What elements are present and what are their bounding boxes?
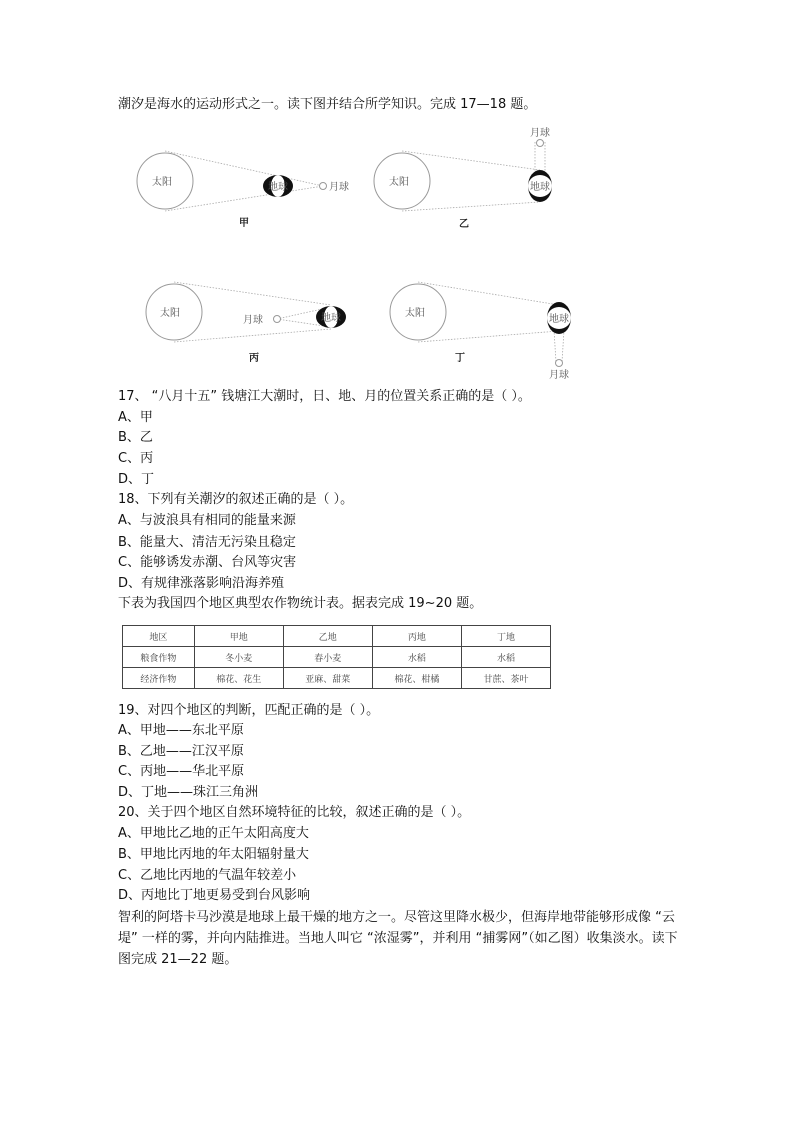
sun-earth-moon-diagram <box>0 0 794 400</box>
q17-option-c: C、丙 <box>118 451 154 466</box>
q18-option-c: C、能够诱发赤潮、台风等灾害 <box>118 555 297 570</box>
q17-stem: 17、 “八月十五” 钱塘江大潮时，日、地、月的位置关系正确的是（ ）。 <box>118 389 531 404</box>
q19-option-a: A、甲地——东北平原 <box>118 723 244 738</box>
q20-stem: 20、关于四个地区自然环境特征的比较，叙述正确的是（ ）。 <box>118 805 471 820</box>
q18-option-d: D、有规律涨落影响沿海养殖 <box>118 576 285 591</box>
q19-option-b: B、乙地——江汉平原 <box>118 744 244 759</box>
svg-text:月球: 月球 <box>530 128 550 139</box>
moon-circle <box>320 183 327 190</box>
svg-text:地球: 地球 <box>268 182 288 193</box>
q20-option-b: B、甲地比丙地的年太阳辐射量大 <box>118 847 309 862</box>
svg-text:丙: 丙 <box>249 353 259 364</box>
svg-text:甲: 甲 <box>239 218 249 229</box>
q18-option-b: B、能量大、清洁无污染且稳定 <box>118 535 296 550</box>
svg-text:太阳: 太阳 <box>389 177 409 188</box>
q19-option-d: D、丁地——珠江三角洲 <box>118 785 259 800</box>
intro-table: 下表为我国四个地区典型农作物统计表。据表完成 19~20 题。 <box>118 596 483 611</box>
svg-text:地球: 地球 <box>530 182 550 193</box>
q17-option-b: B、乙 <box>118 430 153 445</box>
svg-text:月球: 月球 <box>329 182 349 193</box>
table-row: 粮食作物 冬小麦 春小麦 水稻 水稻 <box>123 647 551 668</box>
intro-atacama: 智利的阿塔卡马沙漠是地球上最干燥的地方之一。尽管这里降水极少，但海岸地带能够形成像 “云堤” 一样的雾，并向内陆推进。当地人叫它 “浓湿雾”，并利用 “捕雾网”（如乙图）收集淡水。读下图完成 21—22 题。 <box>118 910 678 967</box>
q18-option-a: A、与波浪具有相同的能量来源 <box>118 513 296 528</box>
svg-text:乙: 乙 <box>459 219 469 230</box>
table-row: 地区 甲地 乙地 丙地 丁地 <box>123 626 551 647</box>
table-row: 经济作物 棉花、花生 亚麻、甜菜 棉花、柑橘 甘蔗、茶叶 <box>123 668 551 689</box>
q17-option-d: D、丁 <box>118 472 155 487</box>
svg-text:月球: 月球 <box>549 370 569 381</box>
q19-option-c: C、丙地——华北平原 <box>118 764 245 779</box>
svg-text:地球: 地球 <box>549 314 569 325</box>
q18-stem: 18、下列有关潮汐的叙述正确的是（ ）。 <box>118 492 354 507</box>
svg-text:月球: 月球 <box>243 315 263 326</box>
svg-text:地球: 地球 <box>321 313 341 324</box>
svg-text:太阳: 太阳 <box>405 308 425 319</box>
q19-stem: 19、对四个地区的判断，匹配正确的是（ ）。 <box>118 703 380 718</box>
svg-text:太阳: 太阳 <box>152 177 172 188</box>
svg-text:丁: 丁 <box>455 353 465 364</box>
q20-option-d: D、丙地比丁地更易受到台风影响 <box>118 888 311 903</box>
q17-option-a: A、甲 <box>118 410 153 425</box>
intro-tides: 潮汐是海水的运动形式之一。读下图并结合所学知识。完成 17—18 题。 <box>118 97 537 112</box>
svg-text:太阳: 太阳 <box>160 308 180 319</box>
crop-table <box>122 625 551 689</box>
q20-option-c: C、乙地比丙地的气温年较差小 <box>118 868 297 883</box>
q20-option-a: A、甲地比乙地的正午太阳高度大 <box>118 826 309 841</box>
